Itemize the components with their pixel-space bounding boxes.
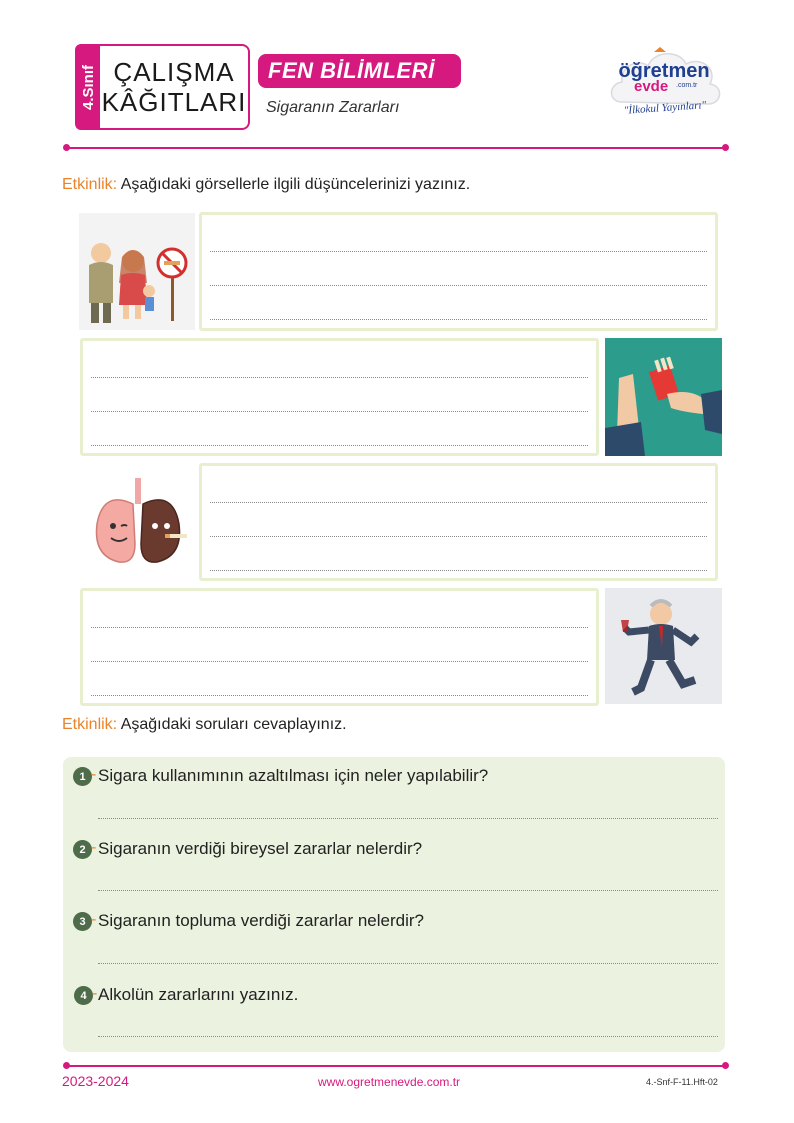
question-1-number: 1 — [73, 767, 92, 786]
worksheet-title — [100, 44, 250, 130]
question-3-answer-line[interactable] — [98, 963, 718, 964]
question-1-answer-line[interactable] — [98, 818, 718, 819]
logo-tagline: "İlkokul Yayınları" — [623, 99, 707, 117]
activity-2-label: Etkinlik: — [62, 716, 118, 733]
footer-divider — [66, 1065, 726, 1067]
image-passive-smoking — [79, 213, 195, 330]
question-1-dash-icon: - — [91, 766, 97, 783]
question-3-number: 3 — [73, 912, 92, 931]
image-refusing-cigarette — [605, 338, 722, 456]
question-2-dash-icon: - — [91, 839, 97, 856]
question-2-number: 2 — [73, 840, 92, 859]
rule-dot-right — [722, 144, 729, 151]
logo-wordmark-2: evde — [634, 78, 669, 95]
header-divider — [66, 147, 726, 149]
question-3-text: Sigaranın topluma verdiği zararlar nelerdir? — [98, 911, 424, 930]
activity-1-instruction: Aşağıdaki görsellerle ilgili düşüncelerinizi yazınız. — [120, 176, 471, 193]
answer-box-4[interactable] — [80, 588, 599, 706]
footer-website[interactable]: www.ogretmenevde.com.tr — [318, 1075, 461, 1089]
question-1-text: Sigara kullanımının azaltılması için neler yapılabilir? — [98, 766, 489, 785]
answer-box-2[interactable] — [80, 338, 599, 456]
questions-panel — [63, 757, 725, 1052]
title-line-1: ÇALIŞMA — [113, 57, 235, 87]
footer-dot-right — [722, 1062, 729, 1069]
logo-wordmark: öğretmen — [618, 60, 710, 82]
activity-1-label: Etkinlik: — [62, 176, 118, 193]
logo-domain: .com.tr — [676, 82, 698, 89]
activity-2-instruction: Aşağıdaki soruları cevaplayınız. — [120, 716, 347, 733]
title-line-2: KÂĞITLARI — [101, 87, 247, 117]
grade-label: 4.Sınıf — [79, 64, 97, 110]
grade-tab — [75, 44, 101, 130]
footer-year: 2023-2024 — [62, 1073, 129, 1089]
activity-2-heading — [62, 716, 347, 734]
question-2-text: Sigaranın verdiği bireysel zararlar nelerdir? — [98, 839, 423, 858]
image-lungs — [79, 464, 197, 581]
question-3-dash-icon: - — [91, 911, 97, 928]
question-4-answer-line[interactable] — [98, 1036, 718, 1037]
question-2-answer-line[interactable] — [98, 890, 718, 891]
topic-title: Sigaranın Zararları — [266, 99, 400, 116]
question-4-number: 4 — [74, 986, 93, 1005]
answer-box-1[interactable] — [199, 212, 718, 331]
question-4-text: Alkolün zararlarını yazınız. — [98, 985, 299, 1004]
activity-1-heading — [62, 176, 470, 194]
answer-box-3[interactable] — [199, 463, 718, 581]
subject-badge: FEN BİLİMLERİ — [258, 54, 461, 88]
publisher-logo — [604, 40, 726, 128]
footer-code: 4.-Snf-F-11.Hft-02 — [646, 1077, 718, 1087]
question-4-dash-icon: - — [92, 985, 98, 1002]
image-drunk-man — [605, 588, 722, 704]
